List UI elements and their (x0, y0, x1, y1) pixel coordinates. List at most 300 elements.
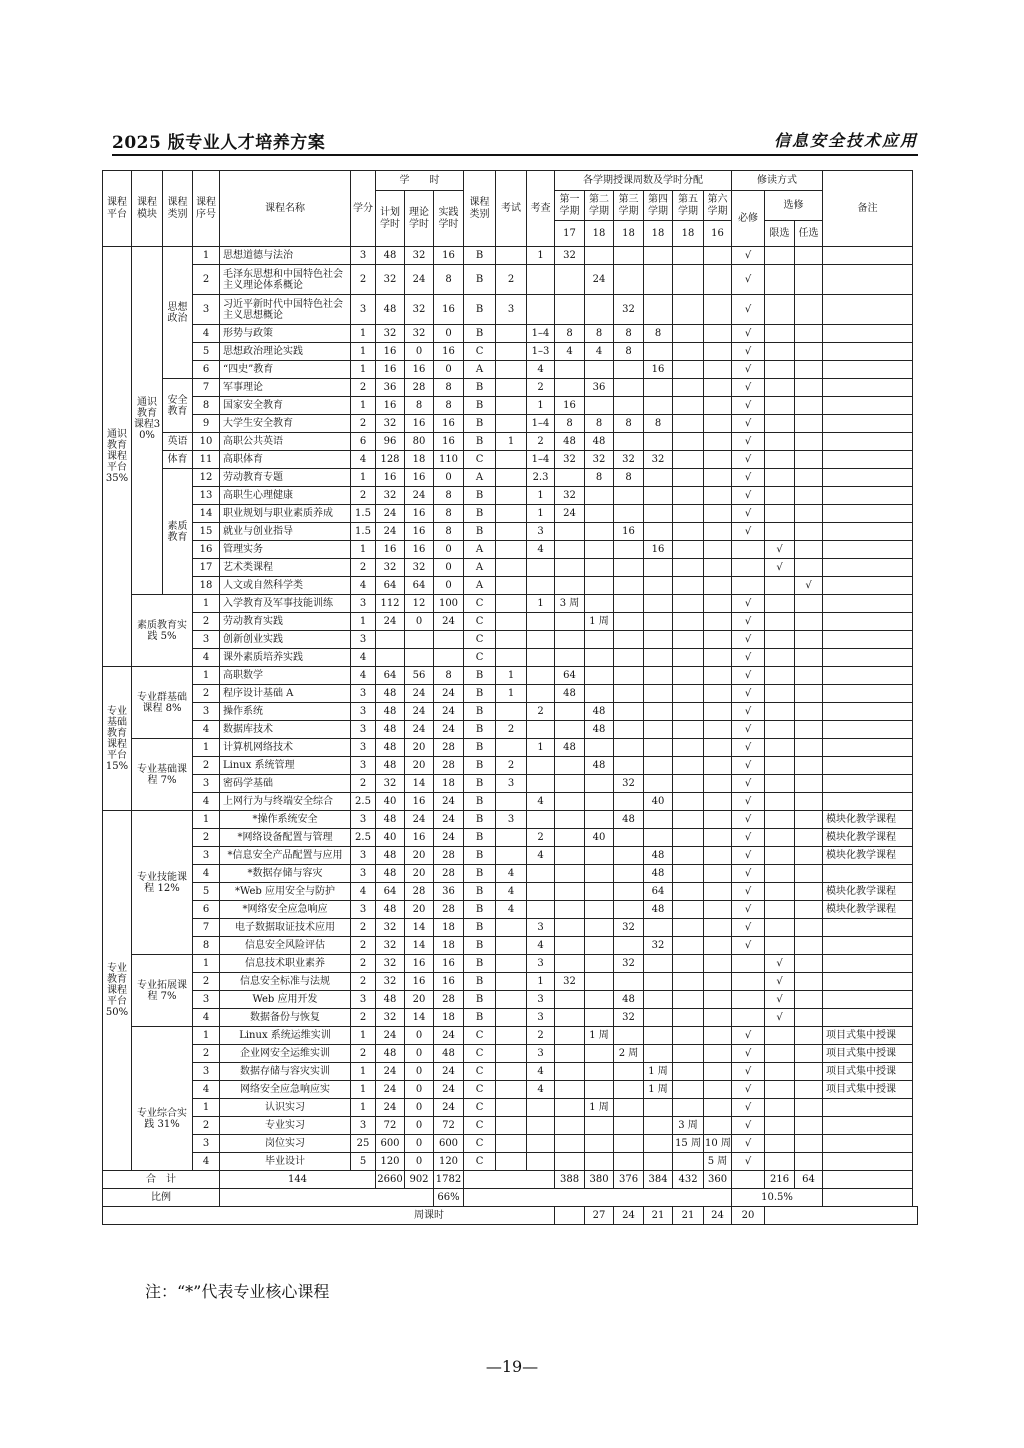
term3-hours (614, 613, 644, 631)
check-term: 3 (527, 991, 555, 1009)
header-category: 课程类别 (163, 171, 193, 247)
practice-hours: 0 (434, 325, 464, 343)
curriculum-table (102, 170, 918, 1225)
course-seq: 4 (193, 649, 220, 667)
optional-mark (795, 295, 823, 325)
term3-hours (614, 1063, 644, 1081)
required-mark: √ (732, 685, 765, 703)
practice-hours: 28 (434, 991, 464, 1009)
course-seq: 2 (193, 265, 220, 295)
term5-hours (673, 811, 704, 829)
required-mark: √ (732, 919, 765, 937)
practice-hours: 8 (434, 487, 464, 505)
table-row (103, 379, 918, 397)
course-name: 形势与政策 (220, 325, 351, 343)
check-term (527, 577, 555, 595)
header-check: 考查 (527, 171, 555, 247)
required-mark (732, 1009, 765, 1027)
course-name: 高职公共英语 (220, 433, 351, 451)
term2-hours (585, 811, 614, 829)
optional-mark (795, 451, 823, 469)
course-type: B (464, 487, 496, 505)
theory-hours: 28 (405, 379, 434, 397)
term2-hours (585, 901, 614, 919)
course-type: C (464, 613, 496, 631)
course-name: Linux 系统管理 (220, 757, 351, 775)
ratio-row (103, 1189, 918, 1207)
term2-hours (585, 685, 614, 703)
optional-mark (795, 1153, 823, 1171)
term6-hours (704, 295, 732, 325)
course-name: 专业实习 (220, 1117, 351, 1135)
plan-hours: 24 (376, 523, 405, 541)
remark: 模块化教学课程 (823, 829, 913, 847)
exam-term (496, 469, 527, 487)
course-type: B (464, 703, 496, 721)
header-module: 课程模块 (132, 171, 163, 247)
course-credit: 3 (351, 757, 376, 775)
optional-mark (795, 541, 823, 559)
term3-hours (614, 883, 644, 901)
table-row (103, 1081, 918, 1099)
term2-hours (585, 793, 614, 811)
optional-mark (795, 1009, 823, 1027)
exam-term (496, 703, 527, 721)
limited-mark (765, 415, 795, 433)
weekly-term: 21 (644, 1207, 673, 1225)
plan-hours: 36 (376, 379, 405, 397)
limited-mark (765, 739, 795, 757)
check-term (527, 685, 555, 703)
plan-hours: 64 (376, 883, 405, 901)
optional-mark (795, 559, 823, 577)
course-seq: 3 (193, 631, 220, 649)
term5-hours (673, 505, 704, 523)
remark (823, 487, 913, 505)
course-name: 劳动教育实践 (220, 613, 351, 631)
required-mark: √ (732, 523, 765, 541)
limited-mark (765, 793, 795, 811)
theory-hours: 16 (405, 955, 434, 973)
optional-mark (795, 361, 823, 379)
header-major-name: 信息安全技术应用 (773, 131, 918, 150)
remark (823, 919, 913, 937)
course-type: B (464, 379, 496, 397)
table-row (103, 1117, 918, 1135)
term4-hours (644, 469, 673, 487)
course-seq: 6 (193, 901, 220, 919)
header-limited: 限选 (765, 221, 795, 247)
required-mark: √ (732, 487, 765, 505)
plan-hours: 24 (376, 1063, 405, 1081)
term1-hours (555, 919, 585, 937)
limited-mark (765, 1117, 795, 1135)
table-row (103, 361, 918, 379)
practice-hours: 48 (434, 1045, 464, 1063)
remark (823, 415, 913, 433)
course-name: 艺术类课程 (220, 559, 351, 577)
remark (823, 649, 913, 667)
theory-hours: 14 (405, 919, 434, 937)
theory-hours: 20 (405, 739, 434, 757)
term6-hours (704, 991, 732, 1009)
course-credit: 4 (351, 577, 376, 595)
header-term-weeks: 18 (673, 221, 704, 247)
course-name: 毛泽东思想和中国特色社会主义理论体系概论 (220, 265, 351, 295)
course-name: 数据备份与恢复 (220, 1009, 351, 1027)
term1-hours (555, 811, 585, 829)
curriculum-table-container (102, 170, 918, 1225)
course-name: *数据存储与容灾 (220, 865, 351, 883)
required-mark: √ (732, 361, 765, 379)
practice-hours: 16 (434, 955, 464, 973)
course-seq: 1 (193, 667, 220, 685)
course-seq: 1 (193, 811, 220, 829)
theory-hours: 24 (405, 811, 434, 829)
theory-hours: 16 (405, 973, 434, 991)
term1-hours (555, 1045, 585, 1063)
course-type: B (464, 937, 496, 955)
plan-hours: 64 (376, 577, 405, 595)
plan-hours: 64 (376, 667, 405, 685)
practice-hours: 24 (434, 1027, 464, 1045)
check-term: 1–4 (527, 451, 555, 469)
term6-hours (704, 469, 732, 487)
required-mark: √ (732, 505, 765, 523)
course-seq: 4 (193, 865, 220, 883)
plan-hours: 32 (376, 265, 405, 295)
term2-hours (585, 775, 614, 793)
practice-hours: 100 (434, 595, 464, 613)
term5-hours (673, 865, 704, 883)
course-credit: 1.5 (351, 505, 376, 523)
optional-mark (795, 775, 823, 793)
exam-term (496, 1117, 527, 1135)
header-document-title: 2025 版专业人才培养方案 (112, 133, 326, 153)
course-name: 信息技术职业素养 (220, 955, 351, 973)
exam-term: 4 (496, 883, 527, 901)
course-seq: 9 (193, 415, 220, 433)
total-optional: 64 (795, 1171, 823, 1189)
course-credit: 25 (351, 1135, 376, 1153)
remark (823, 595, 913, 613)
limited-mark: √ (765, 955, 795, 973)
required-mark: √ (732, 793, 765, 811)
course-name: 高职生心理健康 (220, 487, 351, 505)
limited-mark (765, 937, 795, 955)
plan-hours (376, 649, 405, 667)
plan-hours (376, 631, 405, 649)
plan-hours: 48 (376, 847, 405, 865)
term3-hours (614, 901, 644, 919)
table-row (103, 295, 918, 325)
course-type: C (464, 649, 496, 667)
check-term: 1 (527, 247, 555, 265)
plan-hours: 48 (376, 865, 405, 883)
remark (823, 1135, 913, 1153)
course-seq: 7 (193, 379, 220, 397)
optional-mark (795, 415, 823, 433)
plan-hours: 24 (376, 1081, 405, 1099)
required-mark (732, 955, 765, 973)
optional-mark (795, 247, 823, 265)
limited-mark (765, 1135, 795, 1153)
term3-hours: 48 (614, 811, 644, 829)
term4-hours (644, 757, 673, 775)
group-cell: 思想政治 (163, 247, 193, 379)
exam-term (496, 937, 527, 955)
term4-hours (644, 649, 673, 667)
course-type: C (464, 451, 496, 469)
limited-mark (765, 451, 795, 469)
term1-hours: 32 (555, 247, 585, 265)
weekly-term: 27 (585, 1207, 614, 1225)
plan-hours: 48 (376, 901, 405, 919)
limited-mark (765, 577, 795, 595)
header-term-weeks: 18 (614, 221, 644, 247)
term1-hours (555, 991, 585, 1009)
course-type: A (464, 469, 496, 487)
required-mark: √ (732, 703, 765, 721)
term1-hours (555, 1081, 585, 1099)
remark (823, 937, 913, 955)
term6-hours (704, 451, 732, 469)
check-term (527, 559, 555, 577)
term2-hours (585, 973, 614, 991)
term4-hours (644, 667, 673, 685)
optional-mark (795, 595, 823, 613)
term4-hours (644, 829, 673, 847)
header-term: 第六学期 (704, 191, 732, 221)
table-row (103, 757, 918, 775)
term2-hours (585, 505, 614, 523)
table-row (103, 1045, 918, 1063)
course-seq: 3 (193, 1135, 220, 1153)
required-mark: √ (732, 757, 765, 775)
limited-mark (765, 1099, 795, 1117)
term2-hours (585, 1153, 614, 1171)
plan-hours: 16 (376, 397, 405, 415)
term1-hours (555, 1135, 585, 1153)
term2-hours (585, 1045, 614, 1063)
remark: 模块化教学课程 (823, 901, 913, 919)
group-cell: 素质教育 (163, 469, 193, 595)
limited-mark (765, 883, 795, 901)
plan-hours: 40 (376, 793, 405, 811)
exam-term (496, 505, 527, 523)
optional-mark (795, 325, 823, 343)
limited-mark (765, 901, 795, 919)
course-name: 管理实务 (220, 541, 351, 559)
term5-hours (673, 919, 704, 937)
term5-hours (673, 247, 704, 265)
course-name: 程序设计基础 A (220, 685, 351, 703)
term5-hours (673, 991, 704, 1009)
term6-hours (704, 667, 732, 685)
theory-hours: 16 (405, 523, 434, 541)
term2-hours: 8 (585, 415, 614, 433)
table-row (103, 397, 918, 415)
term2-hours (585, 577, 614, 595)
table-row (103, 1135, 918, 1153)
course-seq: 2 (193, 829, 220, 847)
required-mark: √ (732, 811, 765, 829)
optional-mark (795, 829, 823, 847)
term2-hours (585, 1081, 614, 1099)
optional-mark: √ (795, 577, 823, 595)
theory-hours: 0 (405, 1099, 434, 1117)
term2-hours: 1 周 (585, 613, 614, 631)
practice-hours: 18 (434, 1009, 464, 1027)
table-row (103, 973, 918, 991)
total-theory: 902 (405, 1171, 434, 1189)
course-type: B (464, 793, 496, 811)
exam-term (496, 397, 527, 415)
limited-mark (765, 397, 795, 415)
theory-hours: 16 (405, 541, 434, 559)
required-mark: √ (732, 1081, 765, 1099)
required-mark: √ (732, 1153, 765, 1171)
term4-hours (644, 1117, 673, 1135)
exam-term (496, 649, 527, 667)
term2-hours (585, 865, 614, 883)
term6-hours (704, 613, 732, 631)
course-seq: 1 (193, 1027, 220, 1045)
limited-mark (765, 613, 795, 631)
required-mark (732, 973, 765, 991)
total-term: 376 (614, 1171, 644, 1189)
course-name: 职业规划与职业素质养成 (220, 505, 351, 523)
course-type: C (464, 1135, 496, 1153)
header-course-type: 课程类别 (464, 171, 496, 247)
exam-term (496, 247, 527, 265)
term5-hours (673, 955, 704, 973)
required-mark: √ (732, 739, 765, 757)
term3-hours (614, 361, 644, 379)
exam-term (496, 991, 527, 1009)
term2-hours (585, 595, 614, 613)
practice-hours: 24 (434, 1063, 464, 1081)
term1-hours: 32 (555, 487, 585, 505)
exam-term (496, 613, 527, 631)
optional-mark (795, 1117, 823, 1135)
term2-hours (585, 1009, 614, 1027)
course-name: 密码学基础 (220, 775, 351, 793)
practice-hours: 8 (434, 397, 464, 415)
footnote: 注：“*”代表专业核心课程 (145, 1282, 330, 1301)
term5-hours (673, 361, 704, 379)
term6-hours (704, 265, 732, 295)
table-row (103, 469, 918, 487)
table-row (103, 649, 918, 667)
check-term (527, 1117, 555, 1135)
practice-hours: 16 (434, 973, 464, 991)
term5-hours (673, 739, 704, 757)
course-name: 创新创业实践 (220, 631, 351, 649)
term5-hours (673, 685, 704, 703)
table-row (103, 829, 918, 847)
term2-hours (585, 847, 614, 865)
term1-hours: 24 (555, 505, 585, 523)
required-mark: √ (732, 829, 765, 847)
optional-mark (795, 433, 823, 451)
term3-hours (614, 1135, 644, 1153)
limited-mark (765, 847, 795, 865)
course-type: B (464, 955, 496, 973)
plan-hours: 32 (376, 955, 405, 973)
term2-hours: 32 (585, 451, 614, 469)
course-seq: 2 (193, 1117, 220, 1135)
course-type: B (464, 739, 496, 757)
required-mark (732, 991, 765, 1009)
term2-hours: 4 (585, 343, 614, 361)
theory-hours: 32 (405, 247, 434, 265)
group-cell: 专业群基础课程 8% (132, 667, 193, 739)
total-practice: 1782 (434, 1171, 464, 1189)
practice-hours: 8 (434, 505, 464, 523)
required-mark (732, 541, 765, 559)
required-mark: √ (732, 901, 765, 919)
term6-hours (704, 829, 732, 847)
table-row (103, 343, 918, 361)
term4-hours (644, 523, 673, 541)
term6-hours (704, 415, 732, 433)
term4-hours: 16 (644, 361, 673, 379)
plan-hours: 24 (376, 1099, 405, 1117)
plan-hours: 600 (376, 1135, 405, 1153)
optional-mark (795, 505, 823, 523)
theory-hours: 24 (405, 721, 434, 739)
limited-mark (765, 829, 795, 847)
theory-hours: 24 (405, 487, 434, 505)
required-mark: √ (732, 595, 765, 613)
term6-hours (704, 325, 732, 343)
term3-hours (614, 757, 644, 775)
term2-hours (585, 667, 614, 685)
term3-hours (614, 247, 644, 265)
term4-hours: 1 周 (644, 1081, 673, 1099)
course-credit: 4 (351, 649, 376, 667)
term3-hours (614, 721, 644, 739)
limited-mark (765, 1027, 795, 1045)
term3-hours (614, 793, 644, 811)
exam-term (496, 631, 527, 649)
course-seq: 13 (193, 487, 220, 505)
term6-hours (704, 973, 732, 991)
optional-mark (795, 613, 823, 631)
weekly-term: 20 (732, 1207, 765, 1225)
course-seq: 3 (193, 1063, 220, 1081)
course-name: *网络设备配置与管理 (220, 829, 351, 847)
table-row (103, 883, 918, 901)
term6-hours (704, 793, 732, 811)
header-exam: 考试 (496, 171, 527, 247)
course-seq: 4 (193, 1009, 220, 1027)
remark (823, 991, 913, 1009)
optional-mark (795, 955, 823, 973)
term1-hours (555, 865, 585, 883)
term1-hours (555, 703, 585, 721)
optional-mark (795, 1135, 823, 1153)
remark: 模块化教学课程 (823, 883, 913, 901)
term1-hours (555, 361, 585, 379)
course-type: B (464, 865, 496, 883)
term6-hours (704, 1117, 732, 1135)
plan-hours: 32 (376, 775, 405, 793)
term1-hours: 3 周 (555, 595, 585, 613)
term6-hours (704, 541, 732, 559)
check-term: 4 (527, 937, 555, 955)
